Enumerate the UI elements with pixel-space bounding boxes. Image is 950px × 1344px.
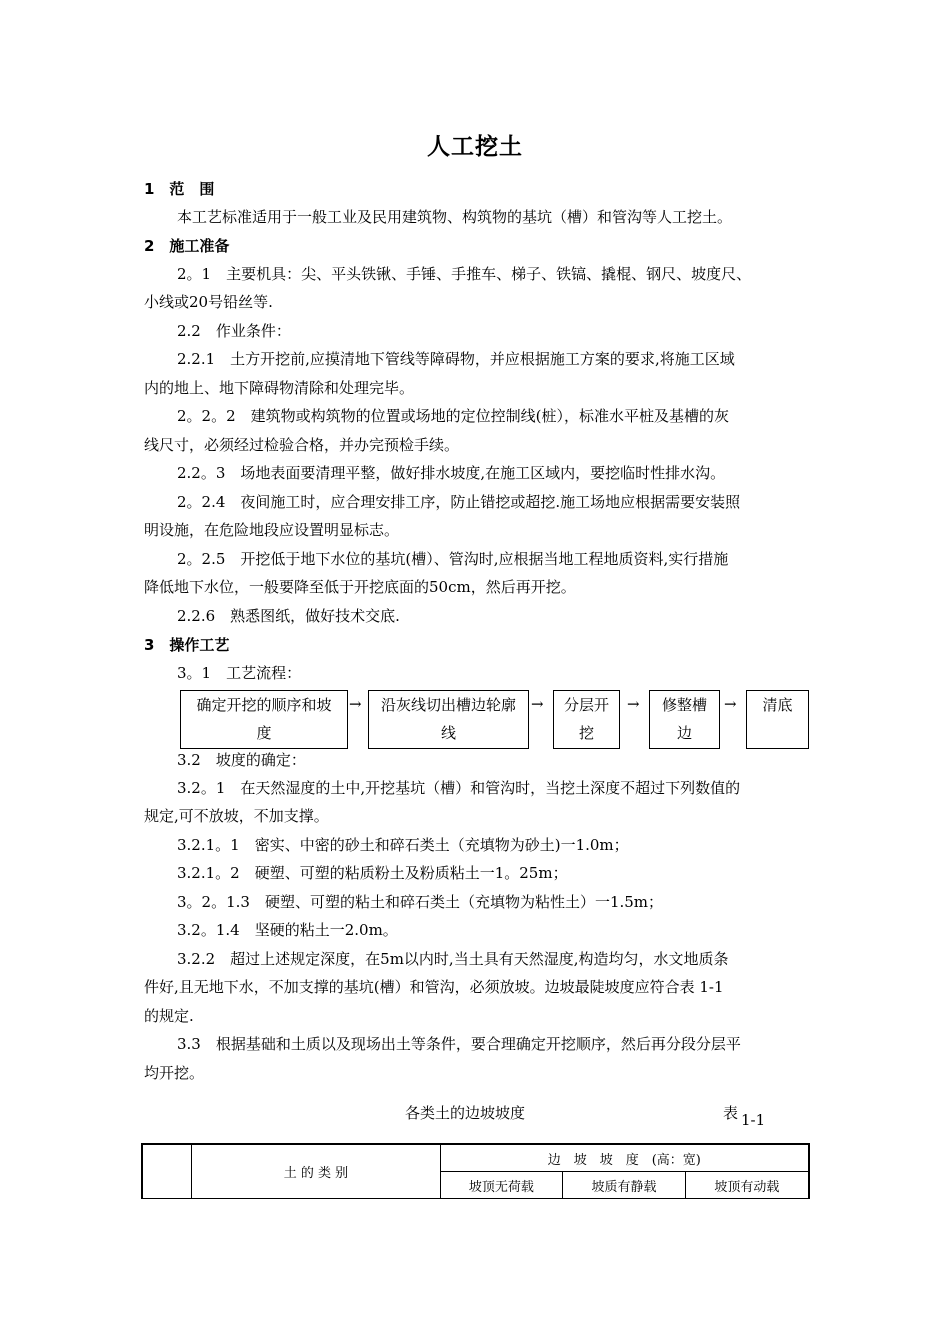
table-number: 1-1: [741, 1111, 766, 1129]
para-2-2-5-line2: 降低地下水位，一般要降至低于开挖底面的50cm，然后再开挖。: [144, 578, 576, 596]
flow-step-5-line1: 清底: [762, 696, 793, 714]
table-subheader-no-load: 坡顶无荷载: [440, 1172, 563, 1199]
para-3-2-2-line3: 的规定.: [144, 1007, 194, 1025]
flow-step-2: [368, 690, 529, 749]
table-header-row: [142, 1144, 809, 1172]
para-3-2-2-line1: 3.2.2 超过上述规定深度，在5m以内时,当土具有天然湿度,构造均匀，水文地质条: [177, 950, 729, 968]
para-3-2-1-1: 3.2.1。1 密实、中密的砂土和碎石类土（充填物为砂土)一1.0m；: [177, 836, 629, 854]
section-1-body: 本工艺标准适用于一般工业及民用建筑物、构筑物的基坑（槽）和管沟等人工挖土。: [177, 208, 733, 226]
para-3-2-1-3: 3。2。1.3 硬塑、可塑的粘土和碎石类土（充填物为粘性土）一1.5m；: [177, 893, 664, 911]
para-2-2-3: 2.2。3 场地表面要清理平整，做好排水坡度,在施工区域内，要挖临时性排水沟。: [177, 464, 726, 482]
para-2-1-line2: 小线或20号铅丝等.: [144, 293, 273, 311]
flow-step-2-line2: 线: [440, 724, 456, 742]
para-3-2-1-4: 3.2。1.4 坚硬的粘土一2.0m。: [177, 921, 398, 939]
flow-step-1-line1: 确定开挖的顺序和坡: [196, 696, 332, 714]
flow-step-4: [649, 690, 720, 749]
table-header-slope: 边 坡 坡 度 (高：宽): [440, 1144, 809, 1172]
para-3-3-line2: 均开挖。: [144, 1064, 205, 1082]
section-1-heading: 1 范 围: [144, 180, 215, 198]
table-label: 表: [723, 1104, 739, 1122]
flow-arrow-4: →: [724, 695, 737, 713]
table-caption: 各类土的边坡坡度: [405, 1104, 526, 1122]
flow-arrow-3: →: [627, 695, 640, 713]
slope-table: [141, 1143, 810, 1199]
para-3-2-1-line2: 规定,可不放坡，不加支撑。: [144, 807, 329, 825]
para-2-2-2-line2: 线尺寸，必须经过检验合格，并办完预检手续。: [144, 436, 460, 454]
flow-step-4-line2: 边: [676, 724, 692, 742]
para-3-2-1-line1: 3.2。1 在天然湿度的土中,开挖基坑（槽）和管沟时，当挖土深度不超过下列数值的: [177, 779, 741, 797]
section-3-heading: 3 操作工艺: [144, 636, 230, 654]
para-2-2-4-line2: 明设施，在危险地段应设置明显标志。: [144, 521, 400, 539]
flow-step-5: [746, 690, 809, 749]
flow-step-3: [553, 690, 620, 749]
table-subheader-dynamic-load: 坡顶有动载: [685, 1172, 809, 1199]
para-2-1-line1: 2。1 主要机具：尖、平头铁锹、手锤、手推车、梯子、铁镐、撬棍、钢尺、坡度尺、: [177, 265, 752, 283]
section-2-heading: 2 施工准备: [144, 237, 230, 255]
flow-arrow-2: →: [531, 695, 544, 713]
para-3-1: 3。1 工艺流程：: [177, 664, 302, 682]
flow-step-2-line1: 沿灰线切出槽边轮廓: [380, 696, 516, 714]
para-2-2: 2.2 作业条件：: [177, 322, 291, 340]
flow-step-3-line1: 分层开: [563, 696, 609, 714]
para-3-2-2-line2: 件好,且无地下水，不加支撑的基坑(槽）和管沟，必须放坡。边坡最陡坡度应符合表 1-1: [144, 978, 724, 996]
page-title: 人工挖土: [427, 134, 523, 160]
table-header-soil: 土 的 类 别: [192, 1144, 440, 1199]
para-2-2-5-line1: 2。2.5 开挖低于地下水位的基坑(槽）、管沟时,应根据当地工程地质资料,实行措施: [177, 550, 729, 568]
para-3-3-line1: 3.3 根据基础和土质以及现场出土等条件，要合理确定开挖顺序，然后再分段分层平: [177, 1035, 741, 1053]
table-index-header: [142, 1144, 192, 1199]
flow-step-4-line1: 修整槽: [661, 696, 707, 714]
para-2-2-6: 2.2.6 熟悉图纸，做好技术交底.: [177, 607, 400, 625]
para-3-2: 3.2 坡度的确定：: [177, 751, 306, 769]
para-2-2-1-line1: 2.2.1 土方开挖前,应摸清地下管线等障碍物，并应根据施工方案的要求,将施工区域: [177, 350, 735, 368]
flow-step-1: [180, 690, 348, 749]
table-subheader-static-load: 坡质有静载: [563, 1172, 686, 1199]
flow-arrow-1: →: [349, 695, 362, 713]
para-3-2-1-2: 3.2.1。2 硬塑、可塑的粘质粉土及粉质粘土一1。25m；: [177, 864, 568, 882]
para-2-2-2-line1: 2。2。2 建筑物或构筑物的位置或场地的定位控制线(桩），标准水平桩及基槽的灰: [177, 407, 729, 425]
flow-step-3-line2: 挖: [578, 724, 594, 742]
flow-step-1-line2: 度: [256, 724, 272, 742]
para-2-2-1-line2: 内的地上、地下障碍物清除和处理完毕。: [144, 379, 415, 397]
para-2-2-4-line1: 2。2.4 夜间施工时，应合理安排工序，防止错挖或超挖.施工场地应根据需要安装照: [177, 493, 741, 511]
